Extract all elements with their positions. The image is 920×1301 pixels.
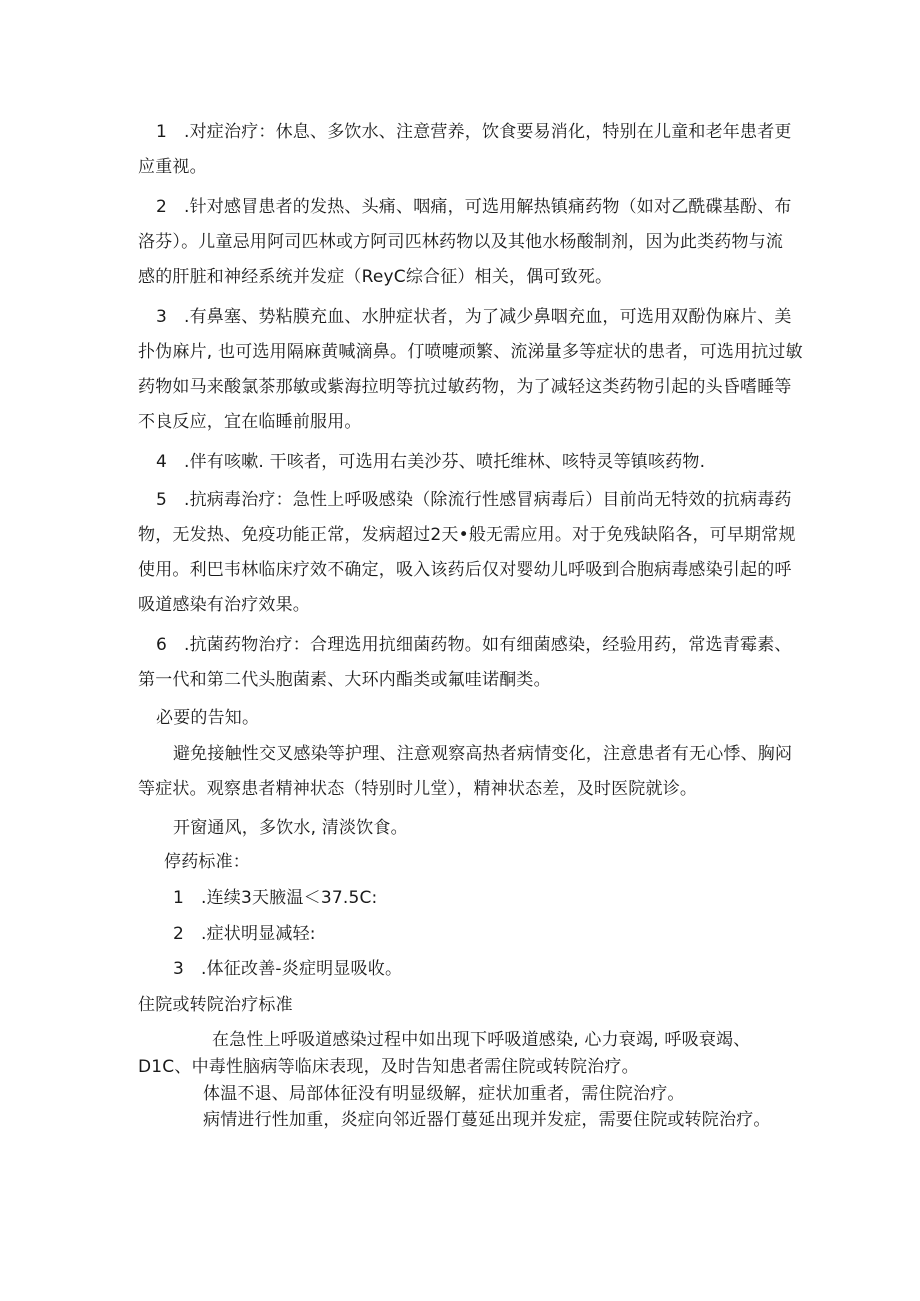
- item-text: .体征改善-炎症明显吸收。: [201, 959, 403, 979]
- item-number: 2: [173, 924, 185, 944]
- transfer-line-1: 在急性上呼吸道感染过程中如出现下呼吸道感染, 心力衰竭, 呼吸衰竭、: [212, 1030, 751, 1050]
- item-4-line-1: [156, 450, 705, 474]
- stop-item-2: [173, 922, 316, 946]
- item-number: 1: [156, 122, 168, 142]
- item-2-line-3: 感的肝脏和神经系统并发症（ReyC综合征）相关，偶可致死。: [138, 267, 613, 287]
- item-6-line-1: [156, 633, 792, 657]
- item-number: 6: [156, 635, 168, 655]
- item-number: 5: [156, 490, 168, 510]
- item-1-line-2: 应重视。: [138, 157, 207, 177]
- item-text: .症状明显减轻:: [201, 924, 316, 944]
- item-number: 3: [173, 959, 185, 979]
- item-number: 3: [156, 307, 168, 327]
- item-2-line-1: [156, 195, 792, 219]
- item-number: 1: [173, 888, 185, 908]
- item-text: .对症治疗：休息、多饮水、注意营养，饮食要易消化，特别在儿童和老年患者更: [184, 122, 792, 142]
- notice-heading: 必要的告知。: [156, 708, 260, 728]
- item-text: .抗菌药物治疗：合理选用抗细菌药物。如有细菌感染，经验用药，常选青霉素、: [184, 635, 792, 655]
- stop-item-3: [173, 957, 402, 981]
- item-text: .伴有咳嗽. 干咳者，可选用右美沙芬、喷托维林、咳特灵等镇咳药物.: [184, 452, 706, 472]
- item-number: 2: [156, 197, 168, 217]
- transfer-line-3: 体温不退、局部体征没有明显级解，症状加重者，需住院治疗。: [203, 1084, 685, 1104]
- item-text: .抗病毒治疗：急性上呼吸感染（除流行性感冒病毒后）目前尚无特效的抗病毒药: [184, 490, 792, 510]
- item-text: .有鼻塞、势粘膜充血、水肿症状者，为了减少鼻咽充血，可选用双酚伪麻片、美: [184, 307, 792, 327]
- transfer-heading: 住院或转院治疗标准: [138, 995, 293, 1015]
- transfer-line-4: 病情进行性加重，炎症向邻近器仃蔓延出现并发症，需要住院或转院治疗。: [203, 1110, 771, 1130]
- item-1-line-1: [156, 120, 792, 144]
- stop-heading: 停药标准：: [164, 852, 250, 872]
- notice-para1-line-1: 避免接触性交叉感染等护理、注意观察高热者病情变化，注意患者有无心悸、胸闷: [173, 744, 793, 764]
- notice-para1-line-2: 等症状。观察患者精神状态（特别时儿堂），精神状态差，及时医院就诊。: [138, 779, 698, 799]
- item-5-line-4: 吸道感染有治疗效果。: [138, 595, 310, 615]
- item-2-line-2: 洛芬）。儿童忌用阿司匹林或方阿司匹林药物以及其他水杨酸制剂，因为此类药物与流: [138, 232, 784, 252]
- notice-para2: 开窗通风，多饮水, 清淡饮食。: [173, 818, 408, 838]
- item-3-line-2: 扑伪麻片, 也可选用隔麻黄喊滴鼻。仃喷嚏顽繁、流涕量多等症状的患者，可选用抗过敏: [138, 342, 803, 362]
- item-text: .针对感冒患者的发热、头痛、咽痛，可选用解热镇痛药物（如对乙酰碟基酚、布: [184, 197, 792, 217]
- item-3-line-4: 不良反应，宜在临睡前服用。: [138, 412, 362, 432]
- item-3-line-1: [156, 305, 792, 329]
- item-3-line-3: 药物如马来酸氯茶那敏或紫海拉明等抗过敏药物，为了减轻这类药物引起的头昏嗜睡等: [138, 377, 792, 397]
- item-6-line-2: 第一代和第二代头胞菌素、大环内酯类或氟哇诺酮类。: [138, 670, 551, 690]
- item-5-line-2: 物，无发热、免疫功能正常，发病超过2天•般无需应用。对于免残缺陷各，可早期常规: [138, 525, 796, 545]
- item-5-line-1: [156, 488, 792, 512]
- item-5-line-3: 使用。利巴韦林临床疗效不确定，吸入该药后仅对婴幼儿呼吸到合胞病毒感染引起的呼: [138, 560, 792, 580]
- item-number: 4: [156, 452, 168, 472]
- stop-item-1: [173, 886, 377, 910]
- item-text: .连续3天腋温＜37.5C:: [201, 888, 378, 908]
- transfer-line-2: D1C、中毒性脑病等临床表现，及时告知患者需住院或转院治疗。: [138, 1057, 639, 1077]
